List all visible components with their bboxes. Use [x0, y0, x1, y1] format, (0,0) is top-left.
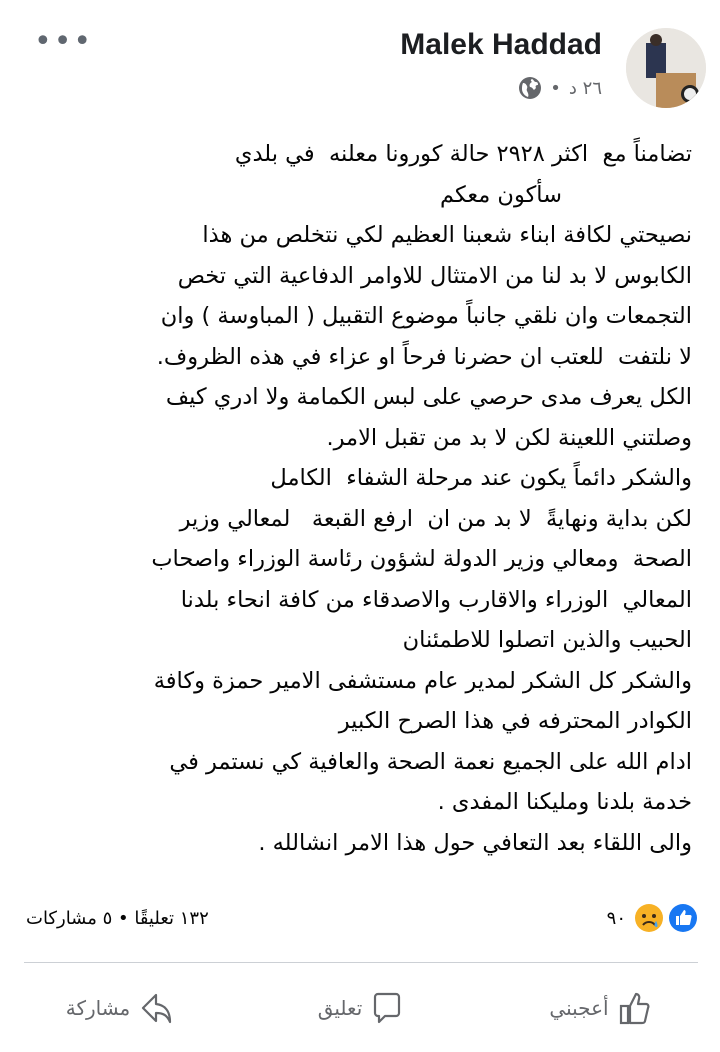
post-actions [0, 978, 720, 1038]
post-line: الصحة ومعالي وزير الدولة لشؤون رئاسة الوزراء واصحاب [151, 546, 692, 572]
post-line: الحبيب والذين اتصلوا للاطمئنان [402, 627, 692, 653]
avatar-photo [626, 28, 706, 108]
post-stats [26, 898, 698, 938]
like-button[interactable] [480, 978, 720, 1038]
post-line: وصلتني اللعينة لكن لا بد من تقبل الامر. [326, 424, 692, 451]
comment-button[interactable] [240, 978, 480, 1038]
post-line: والشكر دائماً يكون عند مرحلة الشفاء الكامل [270, 465, 692, 491]
post-line: نصيحتي لكافة ابناء شعبنا العظيم لكي نتخلص من هذا [202, 222, 692, 248]
post-line: الكل يعرف مدى حرصي على لبس الكمامة ولا ادري كيف [165, 384, 692, 410]
post-time[interactable]: ٢٦ د [568, 77, 602, 99]
author-avatar[interactable] [626, 28, 706, 108]
like-label: أعجبني [549, 996, 609, 1020]
share-button[interactable] [0, 978, 240, 1038]
share-arrow-icon [140, 991, 174, 1025]
like-reaction-icon [668, 903, 698, 933]
divider [24, 962, 698, 963]
comment-label: تعليق [317, 996, 363, 1020]
more-options-button[interactable]: ••• [34, 24, 94, 59]
post-line: والشكر كل الشكر لمدير عام مستشفى الامير حمزة وكافة [153, 667, 692, 694]
comment-bubble-icon [372, 991, 402, 1025]
share-label: مشاركة [65, 996, 131, 1020]
post-body [22, 134, 692, 863]
meta-separator: • [550, 77, 561, 99]
reaction-count: ٩٠ [606, 907, 626, 929]
post-line: خدمة بلدنا ومليكنا المفدى . [437, 789, 692, 815]
post-line: لكن بداية ونهايةً لا بد من ان ارفع القبعة لمعالي وزير [179, 505, 692, 532]
comments-shares-count[interactable]: ١٣٢ تعليقًا • ٥ مشاركات [26, 907, 209, 929]
post-line: التجمعات وان نلقي جانباً موضوع التقبيل ( المباوسة ) وان [160, 303, 692, 329]
post-meta [518, 76, 602, 100]
post-line: والى اللقاء بعد التعافي حول هذا الامر انشالله . [258, 829, 692, 856]
post-line: الكوادر المحترفه في هذا الصرح الكبير [338, 708, 692, 734]
post-line: سأكون معكم [439, 181, 562, 208]
post-header [0, 0, 720, 120]
thumbs-up-icon [619, 990, 651, 1026]
sad-reaction-icon [634, 903, 664, 933]
globe-icon [518, 76, 542, 100]
author-name[interactable]: Malek Haddad [400, 28, 602, 61]
post-line: تضامناً مع اكثر ٢٩٢٨ حالة كورونا معلنه في بلدي [234, 141, 692, 167]
post-line: الكابوس لا بد لنا من الامتثال للاوامر الدفاعية التي تخص [177, 262, 692, 289]
reactions-summary[interactable] [607, 903, 698, 933]
post-line: المعالي الوزراء والاقارب والاصدقاء من كافة انحاء بلدنا [180, 586, 692, 613]
post-line: لا نلتفت للعتب ان حضرنا فرحاً او عزاء في هذه الظروف. [156, 343, 692, 370]
post-line: ادام الله على الجميع نعمة الصحة والعافية كي نستمر في [169, 748, 692, 775]
